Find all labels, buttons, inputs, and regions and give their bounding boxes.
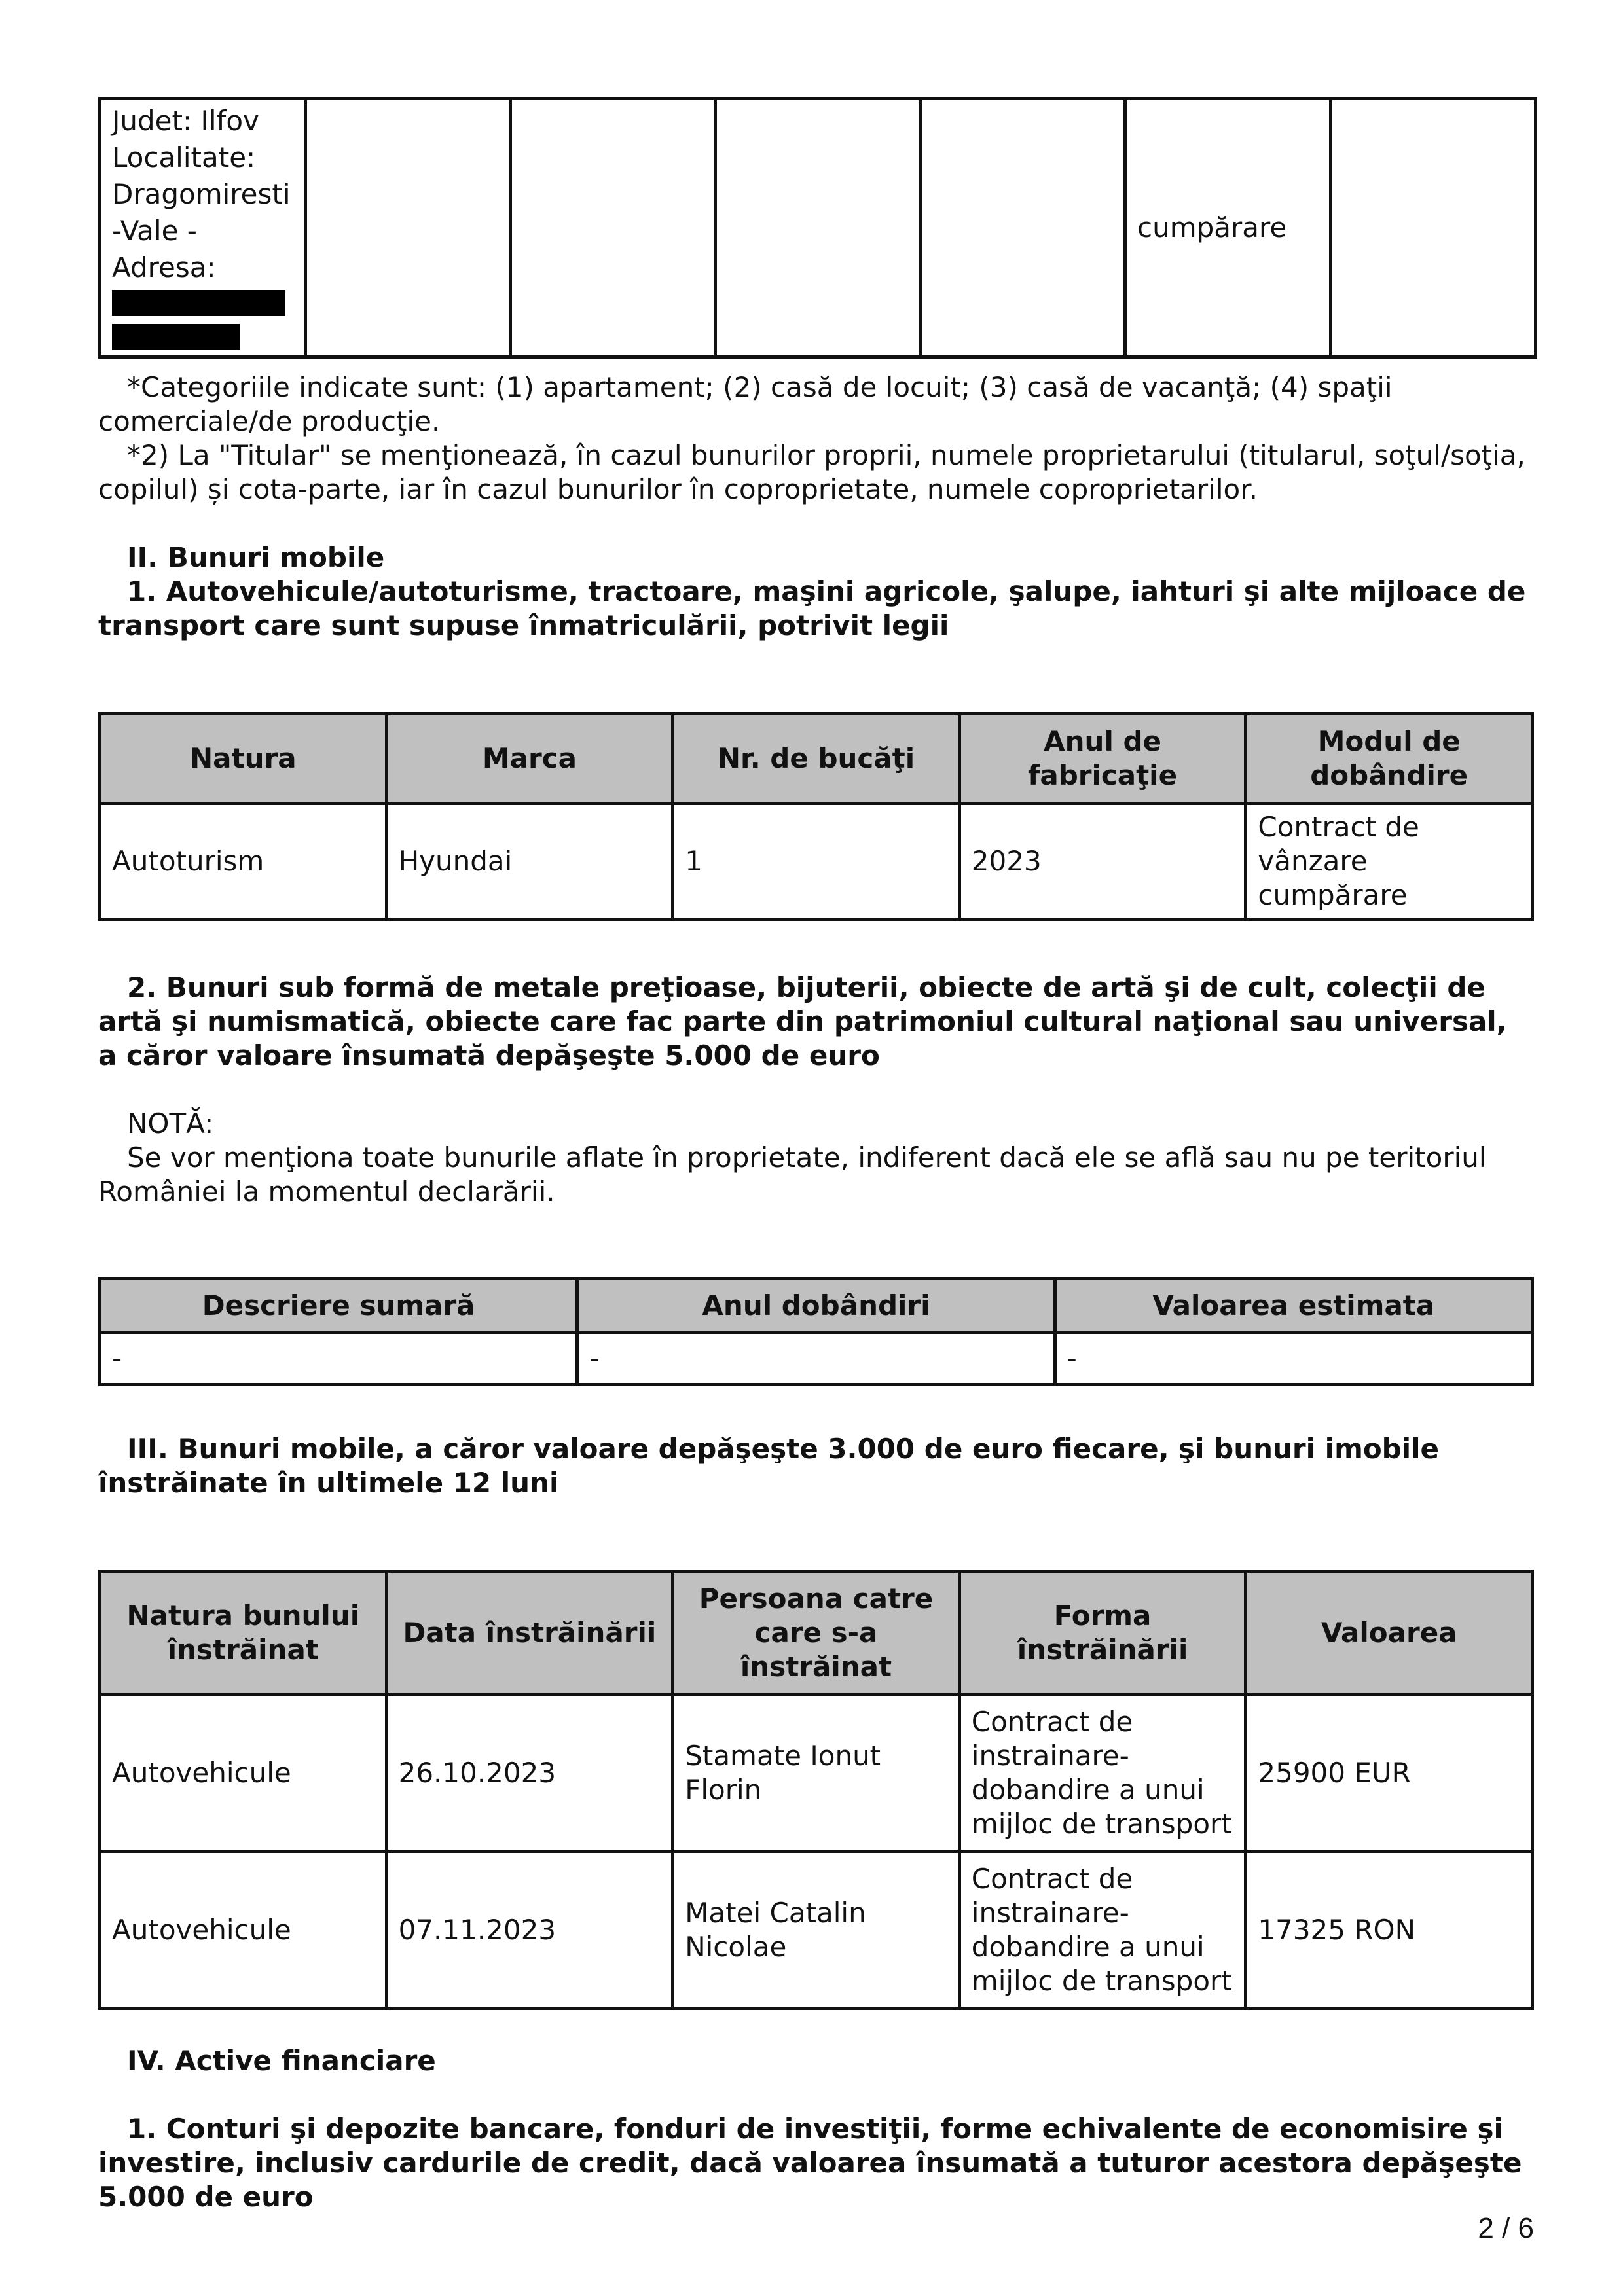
table-cell: 17325 RON xyxy=(1246,1852,1533,2009)
table-cell: - xyxy=(100,1333,577,1385)
document-page xyxy=(98,97,1534,2214)
table-header-row xyxy=(100,1571,1533,1695)
address-line: Dragomiresti xyxy=(112,178,291,210)
note-text: Se vor menţiona toate bunurile aflate în proprietate, indiferent dacă ele se află sau nu pe teritoriul României la momentul declarării. xyxy=(98,1141,1487,1208)
table-row xyxy=(100,99,1536,357)
section-heading: II. Bunuri mobile xyxy=(127,541,385,573)
address-line: -Vale - xyxy=(112,215,197,247)
alienated-assets-table xyxy=(98,1570,1534,2010)
table-cell: Contract de vânzare cumpărare xyxy=(1246,804,1533,920)
table-cell: - xyxy=(577,1333,1055,1385)
table-cell: 07.11.2023 xyxy=(386,1852,673,2009)
table-row xyxy=(100,1333,1533,1385)
table-cell: Contract de instrainare-dobandire a unui mijloc de transport xyxy=(959,1695,1246,1852)
column-header: Marca xyxy=(386,714,673,804)
address-line: Localitate: xyxy=(112,141,256,173)
column-header: Valoarea xyxy=(1246,1571,1533,1695)
vehicles-table xyxy=(98,712,1534,921)
subsection-heading: 1. Autovehicule/autoturisme, tractoare, maşini agricole, şalupe, iahturi şi alte mijloace de transport care sunt supuse înmatriculării, potrivit legii xyxy=(98,575,1526,641)
redaction-bar xyxy=(112,290,285,316)
section-heading: III. Bunuri mobile, a căror valoare depăşeşte 3.000 de euro fiecare, şi bunuri imobile înstrăinate în ultimele 12 luni xyxy=(98,1433,1440,1499)
table-cell: 1 xyxy=(673,804,960,920)
column-header: Modul de dobândire xyxy=(1246,714,1533,804)
table-row xyxy=(100,804,1533,920)
table-cell: Contract de instrainare-dobandire a unui mijloc de transport xyxy=(959,1852,1246,2009)
address-cell xyxy=(100,99,306,357)
table-cell: Autovehicule xyxy=(100,1695,387,1852)
table-row xyxy=(100,1852,1533,2009)
valuables-table xyxy=(98,1277,1534,1386)
empty-cell xyxy=(716,99,921,357)
table-cell: - xyxy=(1055,1333,1532,1385)
table-cell: Autovehicule xyxy=(100,1852,387,2009)
page-number: 2 / 6 xyxy=(1478,2212,1534,2244)
footnote-titular: *2) La "Titular" se menţionează, în cazul bunurilor proprii, numele proprietarului (titularul, soţul/soţia, copilul) și cota-parte, iar în cazul bunurilor în coproprietate, numele coproprietarilor. xyxy=(98,439,1525,505)
redaction-bar xyxy=(112,324,240,350)
subsection-heading: 2. Bunuri sub formă de metale preţioase, bijuterii, obiecte de artă şi de cult, colecţii de artă şi numismatică, obiecte care fac parte din patrimoniul cultural naţional sau universal, a căror valoare însumată depăşeşte 5.000 de euro xyxy=(98,971,1507,1071)
column-header: Nr. de bucăţi xyxy=(673,714,960,804)
acquisition-mode-cell: cumpărare xyxy=(1125,99,1331,357)
column-header: Natura xyxy=(100,714,387,804)
real-estate-table-continued xyxy=(98,97,1537,359)
table-cell: 25900 EUR xyxy=(1246,1695,1533,1852)
table-cell: Matei Catalin Nicolae xyxy=(673,1852,960,2009)
column-header: Anul de fabricaţie xyxy=(959,714,1246,804)
table-header-row xyxy=(100,1279,1533,1333)
table-header-row xyxy=(100,714,1533,804)
empty-cell xyxy=(306,99,511,357)
column-header: Persoana catre care s-a înstrăinat xyxy=(673,1571,960,1695)
column-header: Valoarea estimata xyxy=(1055,1279,1532,1333)
table-cell: Autoturism xyxy=(100,804,387,920)
address-line: Adresa: xyxy=(112,251,216,283)
table-cell: Stamate Ionut Florin xyxy=(673,1695,960,1852)
column-header: Forma înstrăinării xyxy=(959,1571,1246,1695)
table-row xyxy=(100,1695,1533,1852)
section-heading: IV. Active financiare xyxy=(127,2045,436,2077)
subsection-heading: 1. Conturi şi depozite bancare, fonduri de investiţii, forme echivalente de economisire şi investire, inclusiv cardurile de credit, dacă valoarea însumată a tuturor acestora depăşeşte 5.000 de euro xyxy=(98,2113,1522,2213)
note-label: NOTĂ: xyxy=(127,1107,214,1139)
empty-cell xyxy=(921,99,1125,357)
table-cell: Hyundai xyxy=(386,804,673,920)
table-cell: 26.10.2023 xyxy=(386,1695,673,1852)
empty-cell xyxy=(511,99,716,357)
table-cell: 2023 xyxy=(959,804,1246,920)
address-line: Judet: Ilfov xyxy=(112,105,259,137)
footnote-categories: *Categoriile indicate sunt: (1) apartament; (2) casă de locuit; (3) casă de vacanţă; (4) spaţii comerciale/de producţie. xyxy=(98,371,1393,437)
column-header: Data înstrăinării xyxy=(386,1571,673,1695)
empty-cell xyxy=(1331,99,1536,357)
column-header: Anul dobândiri xyxy=(577,1279,1055,1333)
column-header: Descriere sumară xyxy=(100,1279,577,1333)
column-header: Natura bunului înstrăinat xyxy=(100,1571,387,1695)
